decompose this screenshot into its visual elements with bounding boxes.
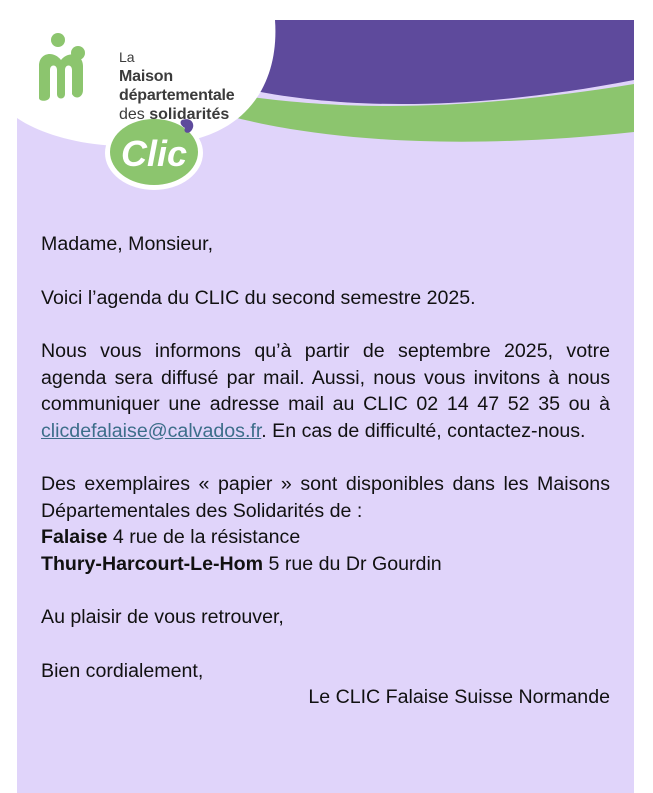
salutation: Madame, Monsieur, — [41, 233, 214, 255]
header-decoration — [17, 20, 634, 220]
closing-line: Au plaisir de vous retrouver, — [41, 606, 284, 628]
logo-line-solidarites: des solidarités — [119, 106, 230, 123]
location-thury: Thury-Harcourt-Le-Hom 5 rue du Dr Gourdin — [41, 552, 442, 575]
paper-copies-paragraph: Des exemplaires « papier » sont disponibles dans les Maisons Départementales des Solidarités de : — [41, 473, 610, 522]
intro-paragraph: Voici l’agenda du CLIC du second semestre 2025. — [41, 286, 476, 309]
clic-logo-text: Clic — [120, 133, 188, 174]
letter-body — [41, 231, 610, 711]
purple-wave — [227, 20, 634, 104]
closing-regards: Bien cordialement, — [41, 659, 204, 682]
logo-line-la: La — [119, 49, 135, 65]
letter-page — [17, 20, 634, 793]
email-link[interactable]: clicdefalaise@calvados.fr — [41, 419, 262, 442]
logo-line-maison: Maison — [119, 68, 173, 85]
info-paragraph: Nous vous informons qu’à partir de septembre 2025, votre agenda sera diffusé par mail. Aussi, nous vous invitons à nous communiquer une adresse mail au CLIC 02 14 47 52 35 ou à clicdefalaise@calvados.fr. En cas de difficulté, contactez-nous. — [41, 340, 610, 442]
mds-logo-text — [119, 48, 234, 124]
location-falaise: Falaise 4 rue de la résistance — [41, 526, 301, 548]
clic-logo — [105, 116, 203, 190]
signature: Le CLIC Falaise Suisse Normande — [308, 686, 610, 708]
logo-line-departementale: départementale — [119, 87, 235, 104]
